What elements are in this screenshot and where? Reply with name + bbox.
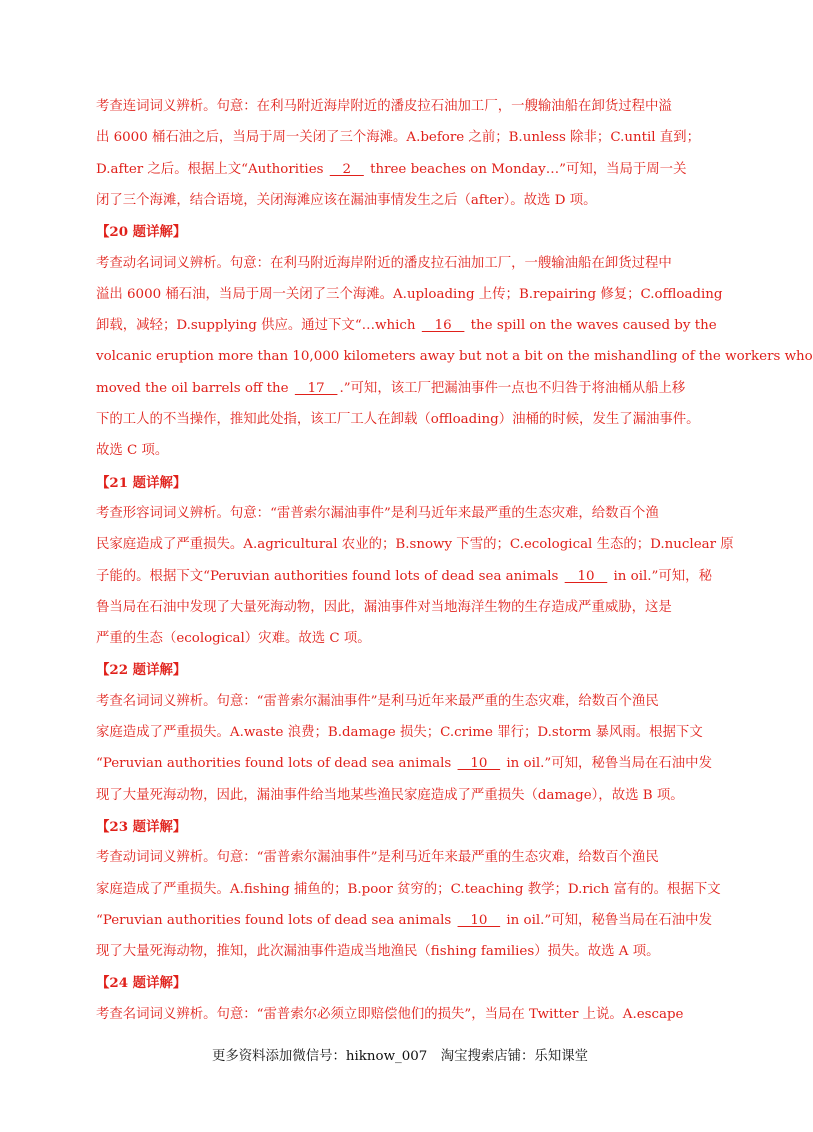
text-line: 考查形容词词义辨析。句意：“雷普索尔漏油事件”是利马近年来最严重的生态灾难，给数百个渔 (96, 505, 659, 521)
text-line: 民家庭造成了严重损失。A.agricultural 农业的；B.snowy 下雪的；C.ecological 生态的；D.nuclear 原 (96, 537, 734, 553)
text-line: 考查连词词义辨析。句意：在利马附近海岸附近的潘皮拉石油加工厂，一艘输油船在卸货过程中溢 (96, 99, 672, 114)
footer-note: 更多资料添加微信号：hiknow_007 淘宝搜索店铺：乐知课堂 (211, 1049, 588, 1064)
text-line: 出 6000 桶石油之后，当局于周一关闭了三个海滩。A.before 之前；B.unless 除非；C.until 直到； (96, 130, 700, 146)
section-heading: 【20 题详解】 (96, 224, 187, 241)
text-segment: “Peruvian authorities found lots of dead sea animals (96, 912, 456, 928)
text-line-with-blank (96, 316, 717, 336)
text-segment: “Peruvian authorities found lots of dead sea animals (96, 756, 456, 772)
text-segment: in oil.”可知，秘 (609, 568, 712, 584)
text-line-with-blank (96, 379, 711, 399)
text-line: 家庭造成了严重损失。A.fishing 捕鱼的；B.poor 贫穷的；C.teaching 教学；D.rich 富有的。根据下文 (96, 881, 721, 897)
text-line: 下的工人的不当操作，推知此处指，该工厂工人在卸载（offloading）油桶的时候，发生了漏油事件。 (96, 412, 700, 427)
text-line-with-blank (96, 911, 711, 931)
answer-blank: 16 (421, 318, 465, 334)
text-segment: 卸载，减轻；D.supplying 供应。通过下文“…which (96, 318, 420, 334)
section-heading: 【24 题详解】 (96, 975, 187, 992)
text-line: 闭了三个海滩，结合语境，关闭海滩应该在漏油事情发生之后（after）。故选 D 项。 (96, 192, 597, 208)
text-segment: .”可知，该工厂把漏油事件一点也不归咎于将油桶从船上移 (339, 380, 686, 396)
text-segment: in oil.”可知，秘鲁当局在石油中发 (502, 912, 712, 928)
answer-blank: 17 (294, 380, 338, 396)
section-heading: 【21 题详解】 (96, 474, 187, 491)
text-line: 家庭造成了严重损失。A.waste 浪费；B.damage 损失；C.crime 罪行；D.storm 暴风雨。根据下文 (96, 725, 703, 740)
text-line: 考查动名词词义辨析。句意：在利马附近海岸附近的潘皮拉石油加工厂，一艘输油船在卸货过程中 (96, 255, 672, 271)
section-heading: 【23 题详解】 (96, 818, 187, 835)
text-line: 考查名词词义辨析。句意：“雷普索尔漏油事件”是利马近年来最严重的生态灾难，给数百个渔民 (96, 693, 659, 709)
text-segment: the spill on the waves caused by the (466, 318, 717, 334)
answer-blank: 10 (564, 568, 608, 584)
text-segment: 子能的。根据下文“Peruvian authorities found lots of dead sea animals (96, 568, 563, 584)
text-segment: three beaches on Monday…”可知，当局于周一关 (365, 161, 687, 177)
text-line: 考查动词词义辨析。句意：“雷普索尔漏油事件”是利马近年来最严重的生态灾难，给数百个渔民 (96, 850, 659, 866)
text-line: volcanic eruption more than 10,000 kilometers away but not a bit on the mishandling of the workers who (96, 349, 813, 365)
text-line: 严重的生态（ecological）灾难。故选 C 项。 (96, 631, 371, 647)
text-line-with-blank (96, 567, 711, 587)
text-line: 故选 C 项。 (96, 443, 169, 459)
text-segment: moved the oil barrels off the (96, 380, 293, 396)
text-line: 考查名词词义辨析。句意：“雷普索尔必须立即赔偿他们的损失”，当局在 Twitter 上说。A.escape (96, 1006, 684, 1022)
text-line: 溢出 6000 桶石油，当局于周一关闭了三个海滩。A.uploading 上传；B.repairing 修复；C.offloading (96, 286, 723, 302)
text-segment: D.after 之后。根据上文“Authorities (96, 161, 328, 177)
text-segment: in oil.”可知，秘鲁当局在石油中发 (502, 756, 712, 772)
text-line-with-blank (96, 754, 711, 774)
text-line-with-blank (96, 160, 711, 180)
answer-blank: 10 (457, 912, 501, 928)
section-heading: 【22 题详解】 (96, 662, 187, 679)
text-line: 现了大量死海动物，推知，此次漏油事件造成当地渔民（fishing families）损失。故选 A 项。 (96, 944, 660, 960)
answer-blank: 2 (329, 161, 364, 177)
answer-blank: 10 (457, 756, 501, 772)
text-line: 现了大量死海动物，因此，漏油事件给当地某些渔民家庭造成了严重损失（damage），故选 B 项。 (96, 787, 684, 803)
text-line: 鲁当局在石油中发现了大量死海动物，因此，漏油事件对当地海洋生物的生存造成严重威胁，这是 (96, 599, 672, 615)
